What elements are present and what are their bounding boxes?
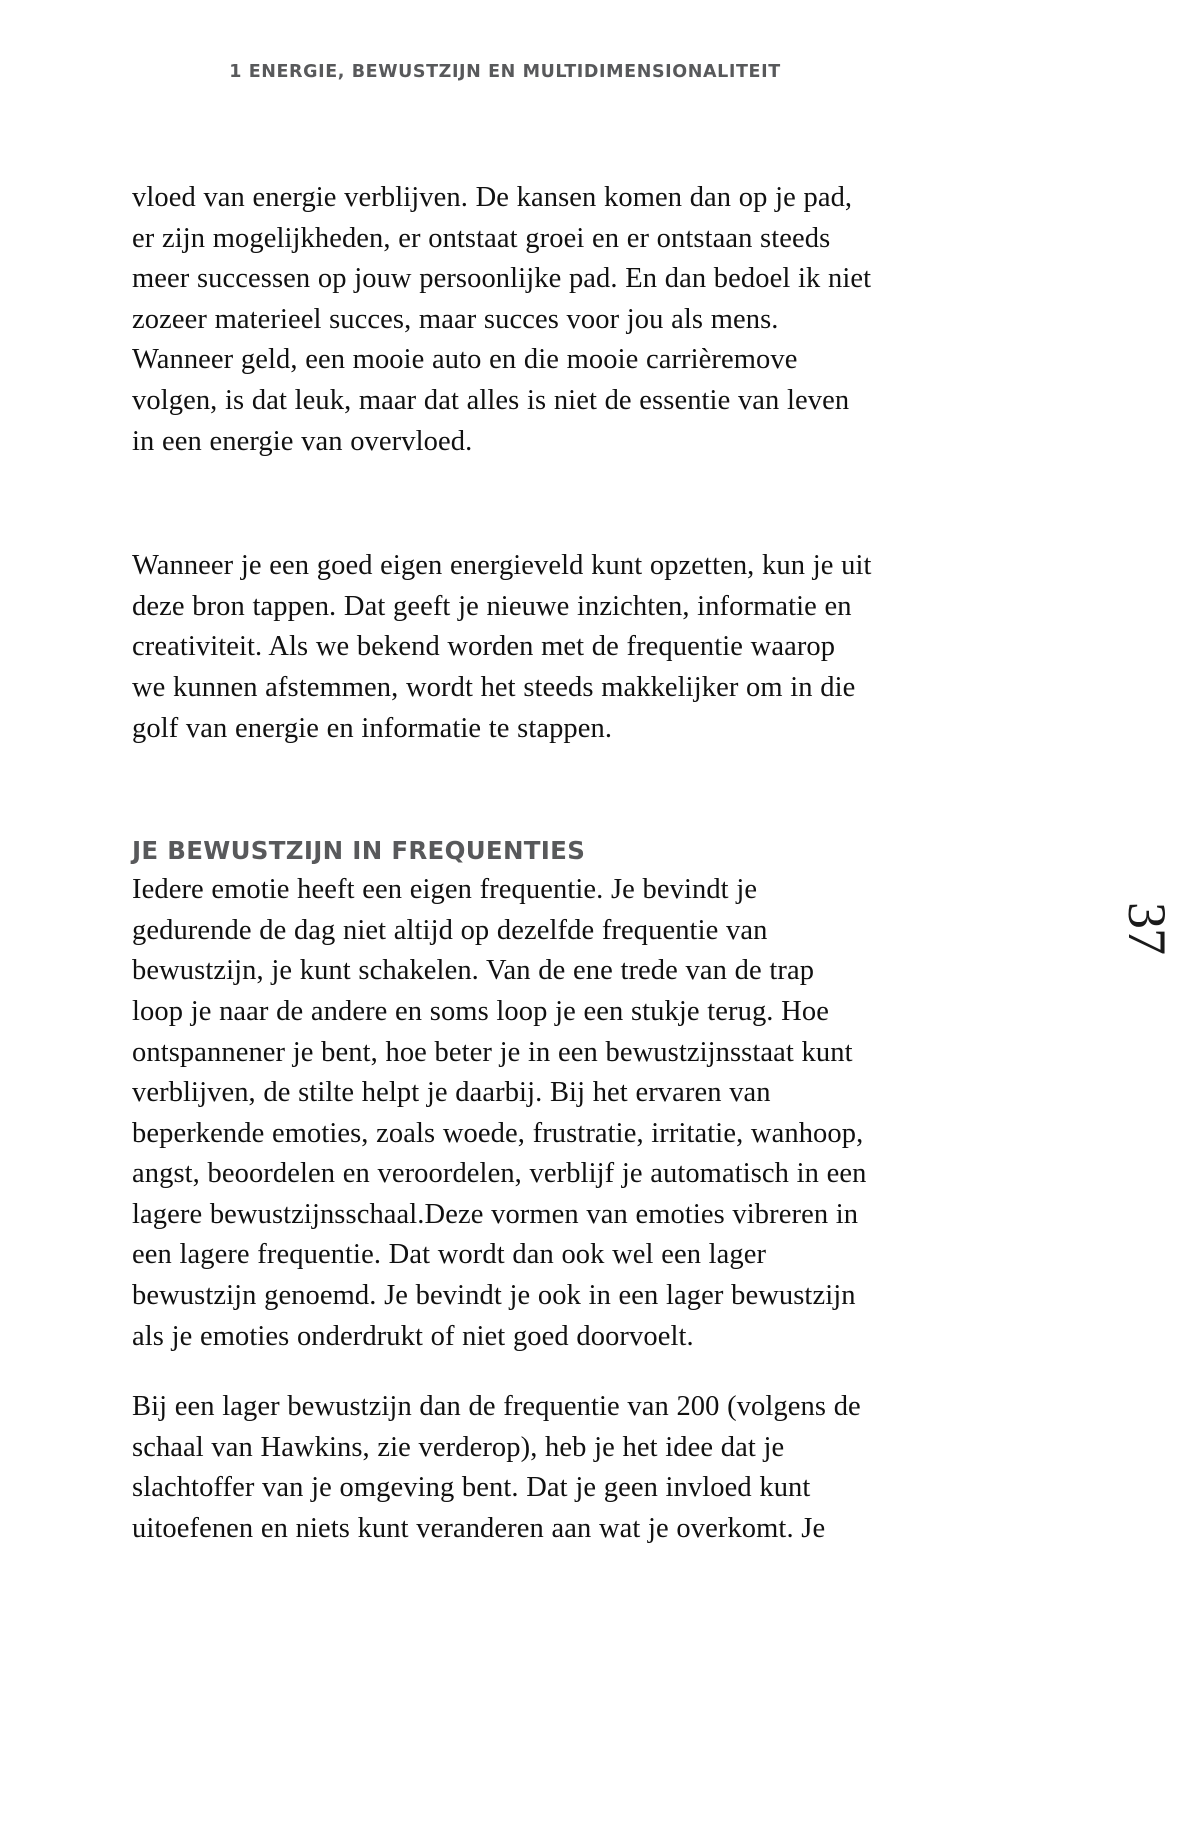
paragraph-1: vloed van energie verblijven. De kansen komen dan op je pad, er zijn mogelijkheden, er ontstaat groei en er ontstaan steeds meer successen op jouw persoonlijke pad. En dan bedoel ik niet zozeer materieel succes, maar succes voor jou als mens. Wanneer geld, een mooie auto en die mooie carrièremove volgen, is dat leuk, maar dat alles is niet de essentie van leven in een energie van overvloed. bbox=[132, 182, 872, 457]
paragraph-3: Iedere emotie heeft een eigen frequentie. Je bevindt je gedurende de dag niet altijd op dezelfde frequentie van bewustzijn, je kunt schakelen. Van de ene trede van de trap loop je naar de andere en soms loop je een stukje terug. Hoe ontspannener je bent, hoe beter je in een bewustzijnsstaat kunt verblijven, de stilte helpt je daarbij. Bij het ervaren van beperkende emoties, zoals woede, frustratie, irritatie, wanhoop, angst, beoordelen en veroordelen, verblijf je automatisch in een lagere bewustzijnsschaal.Deze vormen van emoties vibreren in een lagere frequentie. Dat wordt dan ook wel een lager bewustzijn genoemd. Je bevindt je ook in een lager bewustzijn als je emoties onderdrukt of niet goed doorvoelt. bbox=[132, 874, 867, 1352]
paragraph-2: Wanneer je een goed eigen energieveld kunt opzetten, kun je uit deze bron tappen. Dat geeft je nieuwe inzichten, informatie en creativiteit. Als we bekend worden met de frequentie waarop we kunnen afstemmen, wordt het steeds makkelijker om in die golf van energie en informatie te stappen. bbox=[132, 550, 872, 744]
section-heading: JE BEWUSTZIJN IN FREQUENTIES bbox=[132, 836, 586, 866]
paragraph-4: Bij een lager bewustzijn dan de frequentie van 200 (volgens de schaal van Hawkins, zie verderop), heb je het idee dat je slachtoffer van je omgeving bent. Dat je geen invloed kunt uitoefenen en niets kunt veranderen aan wat je overkomt. Je bbox=[132, 1391, 861, 1545]
page-number: 37 bbox=[1117, 902, 1177, 954]
body-text-column bbox=[132, 178, 872, 1550]
running-head: 1 ENERGIE, BEWUSTZIJN EN MULTIDIMENSIONALITEIT bbox=[229, 62, 781, 82]
